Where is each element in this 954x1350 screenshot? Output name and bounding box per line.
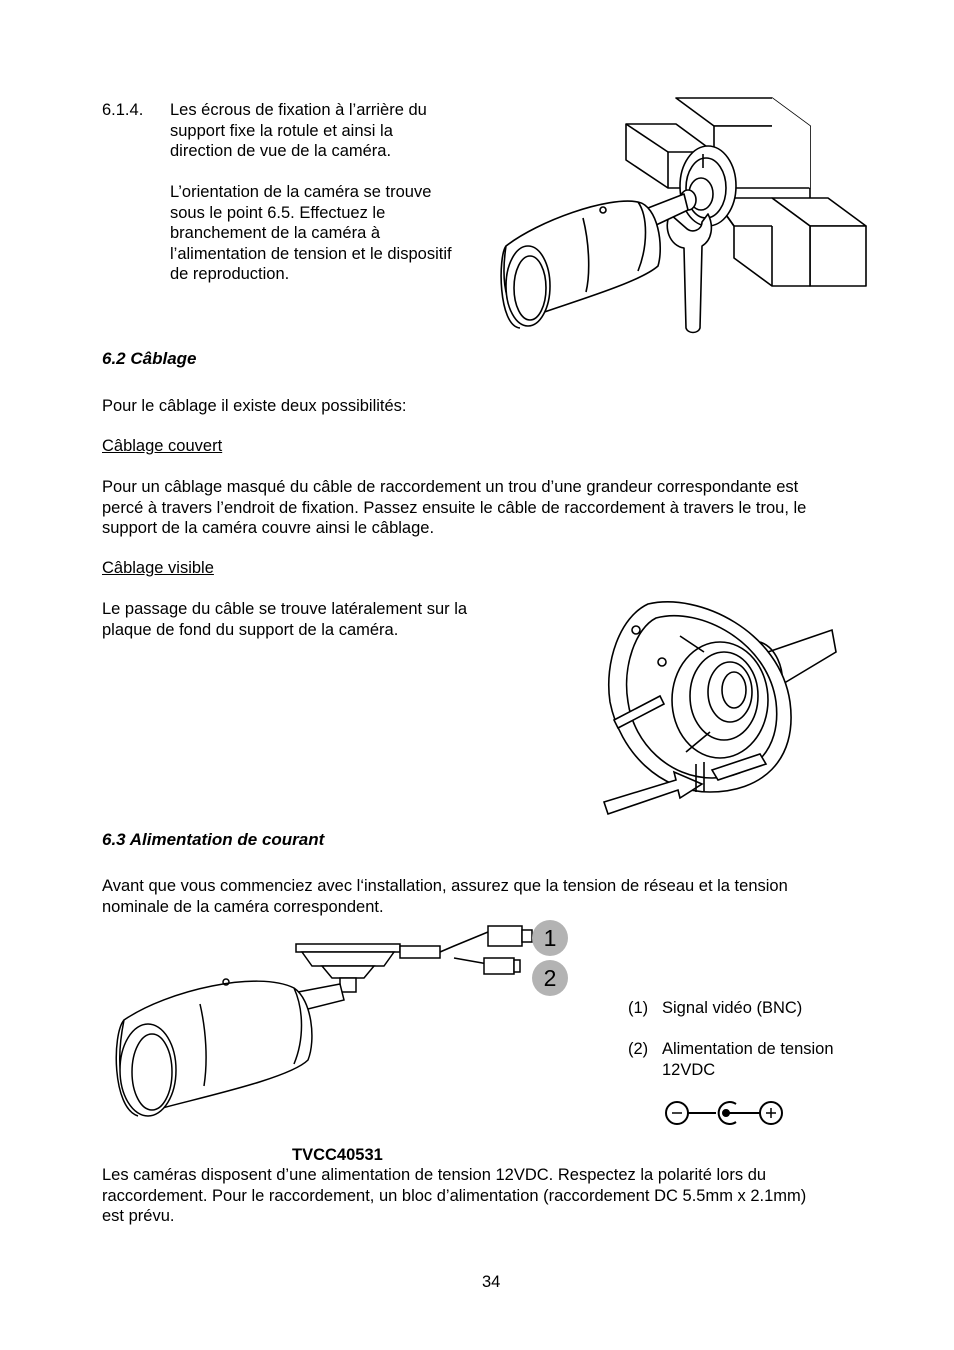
- text-line: de reproduction.: [170, 265, 290, 283]
- text-line: branchement de la caméra à: [170, 224, 381, 242]
- text-line: Les caméras disposent d’une alimentation de tension 12VDC. Respectez la polarité lors du: [102, 1166, 767, 1184]
- badge-1: 1: [532, 920, 568, 956]
- legend-2-text: [662, 1039, 834, 1080]
- text-line: raccordement. Pour le raccordement, un bloc d’alimentation (raccordement DC 5.5mm x 2.1mm): [102, 1186, 807, 1205]
- legend-1-number: (1): [628, 999, 649, 1017]
- section-number-6-1-4: 6.1.4.: [102, 101, 144, 119]
- section-title-6-2: 6.2 Câblage: [102, 349, 197, 368]
- page-number: 34: [482, 1273, 501, 1291]
- covered-cabling-heading: Câblage couvert: [102, 437, 223, 455]
- visible-cabling-heading: Câblage visible: [102, 559, 214, 577]
- badge-2: 2: [532, 960, 568, 996]
- text-line: support de la caméra couvre ainsi le câblage.: [102, 519, 435, 537]
- text-line: support fixe la rotule et ainsi la: [170, 121, 393, 140]
- text-line: est prévu.: [102, 1207, 175, 1225]
- text-line: l’alimentation de tension et le dispositif: [170, 244, 452, 263]
- text-line: Les écrous de fixation à l’arrière du: [170, 101, 427, 119]
- text-line: sous le point 6.5. Effectuez le: [170, 203, 386, 222]
- legend-2-number: (2): [628, 1040, 649, 1058]
- mount-plate-cable-exit-illustration: [600, 592, 840, 818]
- dc-polarity-symbol: [664, 1098, 788, 1128]
- text-line: Alimentation de tension: [662, 1040, 834, 1058]
- power-intro: [102, 876, 872, 917]
- wall-mount-camera-illustration: [498, 96, 883, 336]
- visible-cabling-text: [102, 599, 522, 640]
- camera-connectors-illustration: [108, 930, 588, 1130]
- text-line: Le passage du câble se trouve latéralement sur la: [102, 600, 468, 618]
- model-caption: TVCC40531: [292, 1146, 383, 1164]
- text-line: Avant que vous commenciez avec l‘installation, assurez que la tension de réseau et la tension: [102, 877, 788, 895]
- section-6-1-4-text: [170, 100, 490, 285]
- text-line: percé à travers l’endroit de fixation. Passez ensuite le câble de raccordement à travers le trou, le: [102, 498, 807, 517]
- text-line: direction de vue de la caméra.: [170, 142, 392, 160]
- legend-1-text: Signal vidéo (BNC): [662, 999, 803, 1017]
- text-line: L’orientation de la caméra se trouve: [170, 183, 432, 201]
- text-line: plaque de fond du support de la caméra.: [102, 620, 399, 639]
- text-line: Pour un câblage masqué du câble de raccordement un trou d’une grandeur correspondante est: [102, 478, 799, 496]
- covered-cabling-text: [102, 477, 872, 539]
- section-title-6-3: 6.3 Alimentation de courant: [102, 830, 325, 849]
- text-line: 12VDC: [662, 1060, 716, 1079]
- text-line: nominale de la caméra correspondent.: [102, 897, 384, 916]
- cabling-intro: Pour le câblage il existe deux possibilités:: [102, 397, 407, 415]
- power-outro: [102, 1165, 872, 1227]
